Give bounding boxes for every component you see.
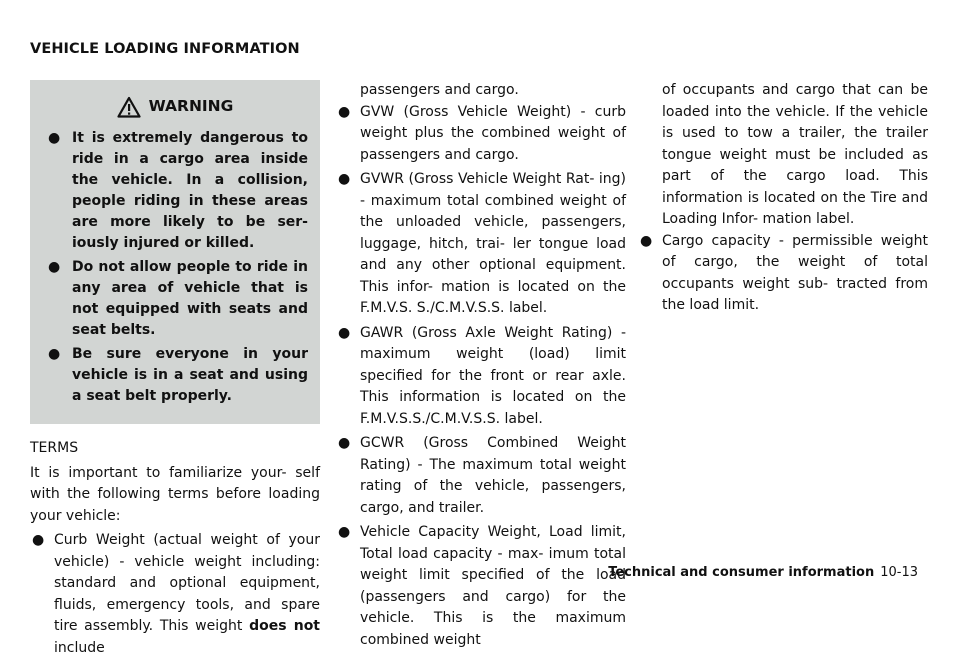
bullet: ● — [338, 103, 351, 120]
term-vehicle-capacity-weight: ● Vehicle Capacity Weight, Load limit, Total load capacity - max- imum total weight limit specified of the load (passengers and cargo) for the vehicle. This is the maximum combined weight — [338, 524, 626, 648]
column-3 — [638, 80, 928, 320]
bullet: ● — [338, 524, 351, 540]
warning-header — [42, 96, 308, 118]
bullet: ● — [640, 232, 653, 249]
term-curb-weight: ● Curb Weight (actual weight of your vehicle) - vehicle weight including: standard and optional equipment, fluids, emergency tools, and spare tire assembly. This weight does not include — [32, 532, 321, 656]
term-gvw: ● GVW (Gross Vehicle Weight) - curb weight plus the combined weight of passengers and cargo. — [338, 103, 626, 163]
term-gcwr: ● GCWR (Gross Combined Weight Rating) - The maximum total weight rating of the vehicle, passengers, cargo, and trailer. — [338, 435, 626, 516]
bullet: ● — [338, 171, 351, 187]
term-gawr: ● GAWR (Gross Axle Weight Rating) - maximum weight (load) limit specified for the front or rear axle. This information is located on the F.M.V.S.S./C.M.V.S.S. label. — [338, 324, 626, 427]
warning-item: ● Do not allow people to ride in any area of vehicle that is not equipped with seats and seat belts. — [48, 259, 308, 338]
term-cargo-capacity: ● Cargo capacity - permissible weight of cargo, the weight of total occupants weight sub- tracted from the load limit. — [640, 232, 928, 313]
term-gvwr: ● GVWR (Gross Vehicle Weight Rat- ing) - maximum total combined weight of the unloaded vehicle, passengers, luggage, hitch, trai- ler tongue load and any other optional equipment. This infor- mation is located on the F.M.V.S. S./C.M.V.S.S. label. — [338, 171, 626, 316]
footer-section-name: Technical and consumer information — [608, 565, 875, 580]
warning-title: WARNING — [148, 97, 234, 116]
bullet: ● — [48, 130, 61, 146]
bullet: ● — [48, 259, 61, 275]
warning-item: ● It is extremely dangerous to ride in a cargo area inside the vehicle. In a collision, people riding in these areas are more likely to be ser- iously injured or killed. — [48, 130, 308, 251]
emphasis-text: does not — [249, 618, 321, 634]
section-title: VEHICLE LOADING INFORMATION — [30, 41, 300, 57]
bullet: ● — [32, 532, 45, 548]
column-1 — [30, 80, 320, 662]
bullet: ● — [338, 435, 351, 451]
bullet: ● — [48, 346, 61, 362]
column-2 — [336, 80, 626, 654]
terms-list — [336, 102, 626, 652]
warning-list — [42, 128, 308, 407]
page-footer — [608, 565, 918, 580]
bullet: ● — [338, 324, 351, 341]
terms-list — [638, 231, 928, 317]
terms-list — [30, 530, 320, 659]
terms-heading: TERMS — [30, 440, 79, 456]
warning-box — [30, 80, 320, 424]
page-number: 10-13 — [880, 565, 918, 580]
warning-item: ● Be sure everyone in your vehicle is in a seat and using a seat belt properly. — [48, 346, 308, 404]
warning-triangle-icon — [117, 96, 141, 118]
term-continuation: of occupants and cargo that can be loaded into the vehicle. If the vehicle is used to tow a trailer, the trailer tongue weight must be included as part of the cargo load. This information is located on the Tire and Loading Infor- mation label. — [662, 82, 928, 227]
intro-paragraph: It is important to familiarize your- self with the following terms before loading your vehicle: — [30, 464, 320, 524]
term-continuation: passengers and cargo. — [360, 82, 519, 98]
